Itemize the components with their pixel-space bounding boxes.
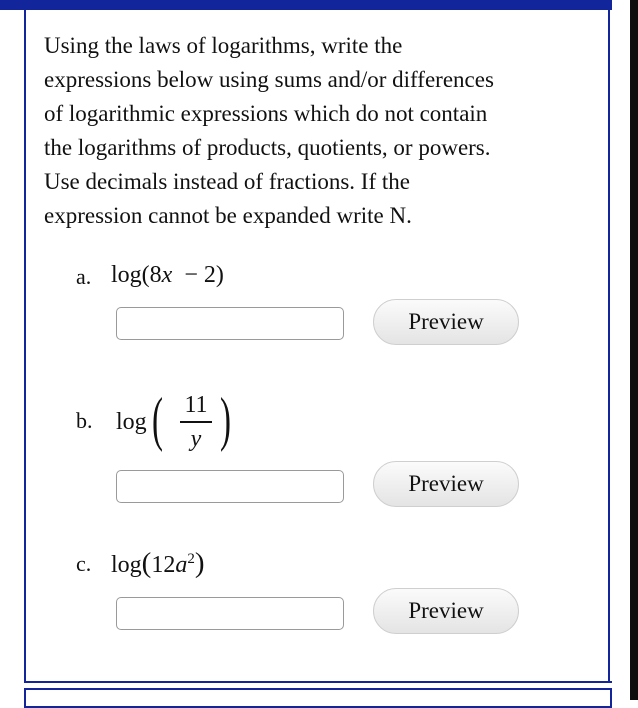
item-c-expression: [111, 547, 205, 580]
next-question-panel: [24, 688, 612, 708]
fraction-bar: [180, 421, 212, 423]
log-function: log: [116, 409, 147, 435]
denominator: y: [190, 426, 202, 452]
instruction-line: expression cannot be expanded write N.: [44, 203, 412, 228]
open-paren: (: [141, 262, 150, 288]
open-paren: (: [141, 547, 152, 579]
constant: 2: [203, 262, 216, 288]
preview-button-a[interactable]: Preview: [373, 299, 519, 345]
log-function: log: [111, 552, 142, 578]
preview-button-c[interactable]: Preview: [373, 588, 519, 634]
fraction: [176, 392, 216, 452]
minus-operator: −: [184, 262, 198, 288]
coefficient: 12: [151, 552, 176, 578]
top-header-bar: [0, 0, 612, 10]
item-c-label: c.: [76, 551, 92, 576]
variable: a: [175, 552, 188, 578]
close-paren: ): [215, 262, 224, 288]
problem-instructions: [44, 29, 604, 233]
close-paren: ): [194, 547, 205, 579]
item-a-label: a.: [76, 264, 92, 289]
coefficient: 8: [149, 262, 162, 288]
log-function: log: [111, 262, 142, 288]
exponent: 2: [187, 551, 195, 567]
instruction-line: expressions below using sums and/or differences: [44, 67, 494, 92]
numerator: 11: [184, 392, 208, 418]
question-panel-bottom-border: [24, 681, 612, 683]
instruction-line: of logarithmic expressions which do not contain: [44, 101, 488, 126]
item-b-label: b.: [76, 408, 93, 433]
preview-button-b[interactable]: Preview: [373, 461, 519, 507]
instruction-line: the logarithms of products, quotients, or powers.: [44, 135, 491, 160]
close-paren: ): [220, 386, 231, 452]
answer-input-c[interactable]: [116, 597, 344, 630]
instruction-line: Using the laws of logarithms, write the: [44, 33, 403, 58]
item-a-expression: [111, 262, 224, 289]
answer-input-b[interactable]: [116, 470, 344, 503]
open-paren: (: [152, 386, 163, 452]
instruction-line: Use decimals instead of fractions. If the: [44, 169, 410, 194]
window-edge: [630, 0, 638, 700]
answer-input-a[interactable]: [116, 307, 344, 340]
variable: x: [161, 262, 173, 288]
